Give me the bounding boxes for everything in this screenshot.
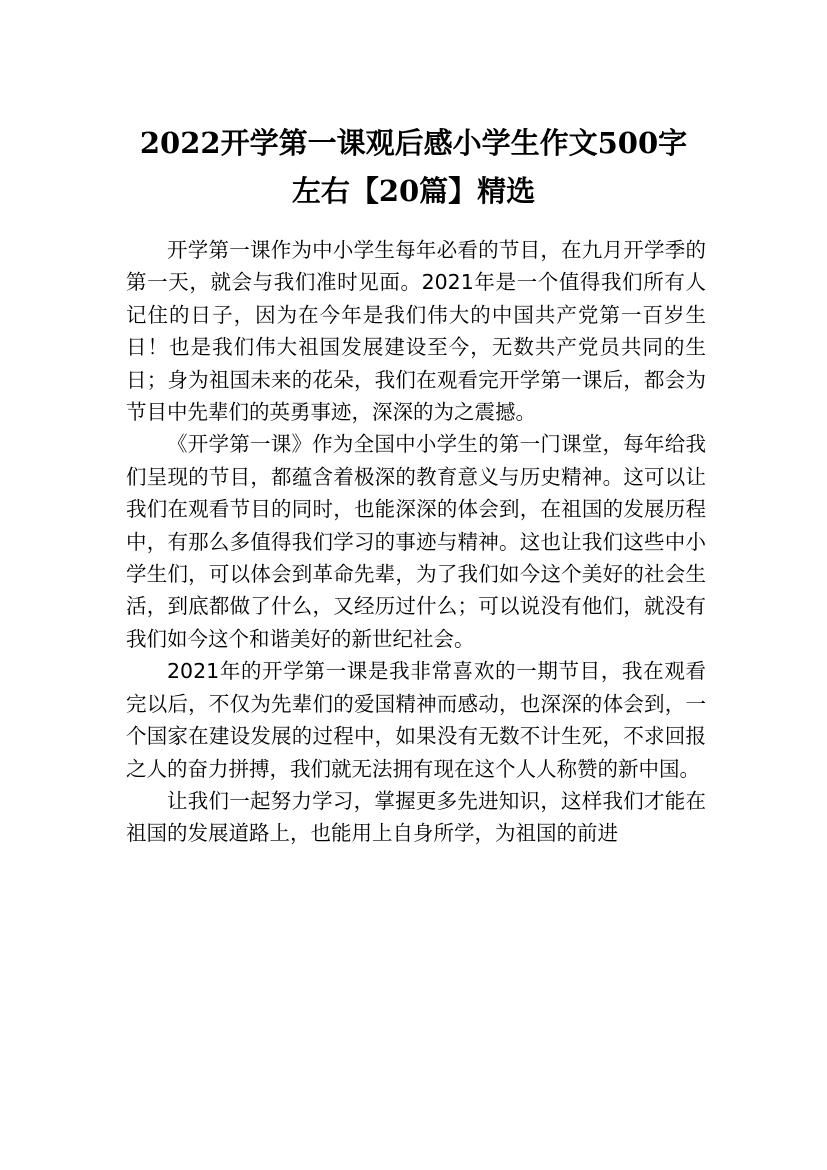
document-title bbox=[100, 119, 727, 215]
document-body bbox=[126, 234, 706, 850]
paragraph-4: 让我们一起努力学习，掌握更多先进知识，这样我们才能在祖国的发展道路上，也能用上自身所学，为祖国的前进 bbox=[126, 788, 706, 846]
paragraph-1: 开学第一课作为中小学生每年必看的节目，在九月开学季的第一天，就会与我们准时见面。2021年是一个值得我们所有人记住的日子，因为在今年是我们伟大的中国共产党第一百岁生日！也是我们伟大祖国发展建设至今，无数共产党员共同的生日；身为祖国未来的花朵，我们在观看完开学第一课后，都会为节目中先辈们的英勇事迹，深深的为之震撼。 bbox=[126, 238, 706, 425]
paragraph-2: 《开学第一课》作为全国中小学生的第一门课堂，每年给我们呈现的节目，都蕴含着极深的教育意义与历史精神。这可以让我们在观看节目的同时，也能深深的体会到，在祖国的发展历程中，有那么多值得我们学习的事迹与精神。这也让我们这些中小学生们，可以体会到革命先辈，为了我们如今这个美好的社会生活，到底都做了什么，又经历过什么；可以说没有他们，就没有我们如今这个和谐美好的新世纪社会。 bbox=[126, 432, 706, 651]
paragraph-3: 2021年的开学第一课是我非常喜欢的一期节目，我在观看完以后，不仅为先辈们的爱国精神而感动，也深深的体会到，一个国家在建设发展的过程中，如果没有无数不计生死，不求回报之人的奋力拼搏，我们就无法拥有现在这个人人称赞的新中国。 bbox=[126, 659, 706, 781]
title-line-1: 2022开学第一课观后感小学生作文500字 bbox=[139, 126, 688, 161]
title-line-2: 左右【20篇】精选 bbox=[291, 174, 536, 209]
